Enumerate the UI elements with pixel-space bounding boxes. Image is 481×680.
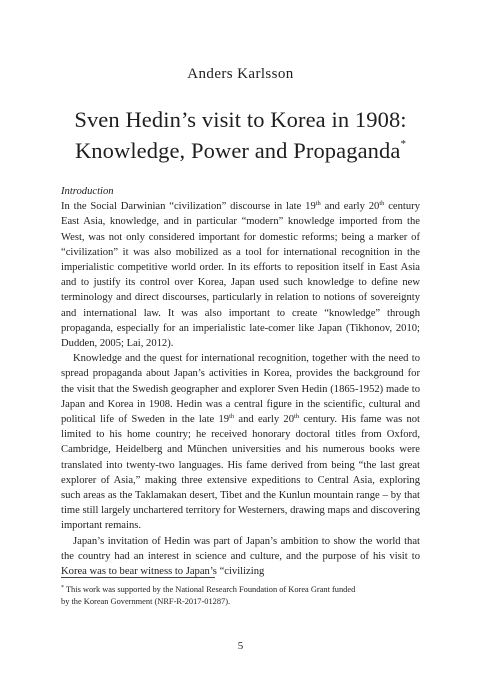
title-line-1: Sven Hedin’s visit to Korea in 1908: <box>74 107 407 132</box>
paragraph-2-part-b: and early 20 <box>234 414 294 426</box>
paragraph-1-part-c: century East Asia, knowledge, and in particular “modern” knowledge imported from the West, was not only considered important for domestic reforms; being a marker of “civilization” it was also mobilized as a tool for international recognition in the imperialistic competitive world order. In its efforts to reposition itself in East Asia and to justify its control over Korea, Japan used such knowledge to define new terminology and direct discourses, particularly in relation to notions of sovereignty and international law. It was also important to create “knowledge” through propaganda, especially for an imperialistic late-comer like Japan (Tikhonov, 2010; Dudden, 2005; Lai, 2012). <box>61 201 420 350</box>
paragraph-2-sup-1: th <box>229 413 235 421</box>
footnote <box>61 584 361 607</box>
author-name: Anders Karlsson <box>187 66 294 82</box>
paragraph-2-sup-2: th <box>294 413 300 421</box>
title-footnote-mark: * <box>400 138 407 150</box>
section-heading: Introduction <box>61 186 114 197</box>
paragraph-1-part-a: In the Social Darwinian “civilization” discourse in late 19 <box>61 201 316 213</box>
footnote-text: This work was supported by the National Research Foundation of Korea Grant funded by the Korean Government (NRF-R-2017-01287). <box>61 585 356 606</box>
paragraph-2 <box>61 351 420 533</box>
paragraph-2-part-c: century. His fame was not limited to his home country; he received honorary doctoral titles from Oxford, Cambridge, Heidelberg and München universities and his numerous books were translated into twenty-two languages. His fame derived from being “the last great explorer of Asia,” making three extensive expeditions to Central Asia, exploring such areas as the Taklamakan desert, Tibet and the Kunlun mountain range – by that time still largely unchartered territory for Westerners, drawing maps and discovering important remains. <box>61 414 420 532</box>
paragraph-1-sup-1: th <box>315 200 321 208</box>
paragraph-1 <box>61 199 420 351</box>
paragraph-3: Japan’s invitation of Hedin was part of Japan’s ambition to show the world that the country had an interest in science and culture, and the purpose of his visit to Korea was to bear witness to Japan’s “civilizing <box>61 535 420 578</box>
footnote-rule <box>61 577 215 578</box>
footnote-mark: * <box>61 585 64 591</box>
article-body <box>61 184 420 579</box>
paragraph-1-part-b: and early 20 <box>320 201 380 213</box>
paragraph-1-sup-2: th <box>379 200 385 208</box>
article-title <box>60 104 421 166</box>
page-number: 5 <box>237 640 244 652</box>
paragraph-2-part-a: Knowledge and the quest for international recognition, together with the need to spread propaganda about Japan’s activities in Korea, provides the background for the visit that the Swedish geographer and explorer Sven Hedin (1865-1952) made to Japan and Korea in 1908. Hedin was a central figure in the scientific, cultural and political life of Sweden in the late 19 <box>61 353 420 426</box>
title-line-2: Knowledge, Power and Propaganda <box>74 138 401 163</box>
